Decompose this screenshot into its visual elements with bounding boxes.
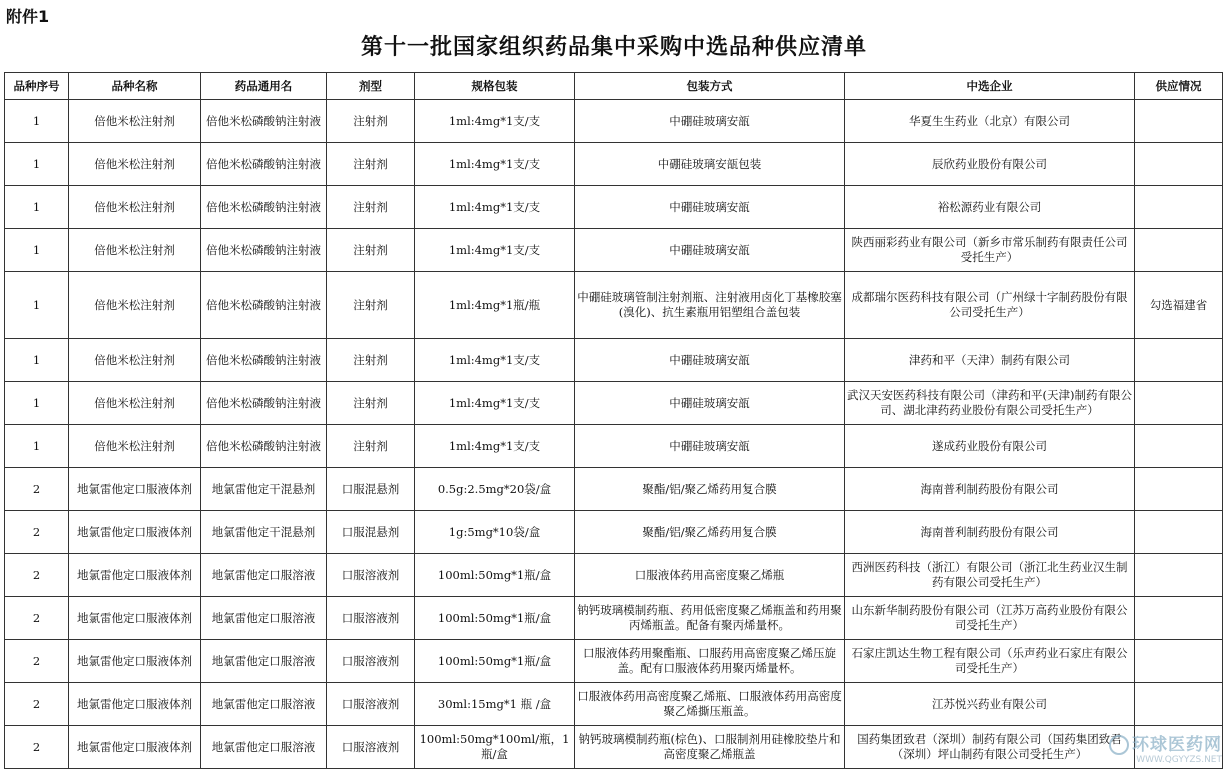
cell-seq: 2 <box>5 683 69 726</box>
cell-seq: 1 <box>5 382 69 425</box>
cell-company: 山东新华制药股份有限公司（江苏万高药业股份有限公司受托生产） <box>845 597 1135 640</box>
cell-packaging: 中硼硅玻璃安瓿 <box>575 229 845 272</box>
cell-spec: 1g:5mg*10袋/盒 <box>415 511 575 554</box>
cell-variety-name: 倍他米松注射剂 <box>69 143 201 186</box>
cell-variety-name: 地氯雷他定口服液体剂 <box>69 640 201 683</box>
cell-spec: 100ml:50mg*1瓶/盒 <box>415 554 575 597</box>
cell-dosage-form: 注射剂 <box>327 143 415 186</box>
cell-supply <box>1135 382 1223 425</box>
cell-company: 西洲医药科技（浙江）有限公司（浙江北生药业汉生制药有限公司受托生产） <box>845 554 1135 597</box>
cell-spec: 1ml:4mg*1瓶/瓶 <box>415 272 575 339</box>
cell-spec: 1ml:4mg*1支/支 <box>415 186 575 229</box>
cell-seq: 2 <box>5 726 69 769</box>
cell-spec: 100ml:50mg*1瓶/盒 <box>415 640 575 683</box>
column-header: 中选企业 <box>845 73 1135 100</box>
table-row <box>5 272 1223 339</box>
cell-seq: 1 <box>5 339 69 382</box>
cell-variety-name: 倍他米松注射剂 <box>69 425 201 468</box>
cell-company: 华夏生生药业（北京）有限公司 <box>845 100 1135 143</box>
cell-dosage-form: 注射剂 <box>327 100 415 143</box>
cell-company: 陕西丽彩药业有限公司（新乡市常乐制药有限责任公司受托生产） <box>845 229 1135 272</box>
cell-dosage-form: 注射剂 <box>327 339 415 382</box>
cell-variety-name: 地氯雷他定口服液体剂 <box>69 726 201 769</box>
cell-dosage-form: 口服溶液剂 <box>327 640 415 683</box>
cell-spec: 100ml:50mg*100ml/瓶，1瓶/盒 <box>415 726 575 769</box>
column-header: 品种名称 <box>69 73 201 100</box>
cell-variety-name: 地氯雷他定口服液体剂 <box>69 597 201 640</box>
column-header: 药品通用名 <box>201 73 327 100</box>
cell-generic-name: 倍他米松磷酸钠注射液 <box>201 425 327 468</box>
cell-packaging: 中硼硅玻璃安瓿 <box>575 382 845 425</box>
column-header: 规格包装 <box>415 73 575 100</box>
page-title: 第十一批国家组织药品集中采购中选品种供应清单 <box>360 34 867 60</box>
cell-generic-name: 倍他米松磷酸钠注射液 <box>201 143 327 186</box>
column-header: 供应情况 <box>1135 73 1223 100</box>
cell-dosage-form: 注射剂 <box>327 186 415 229</box>
table-body <box>5 100 1223 769</box>
cell-generic-name: 倍他米松磷酸钠注射液 <box>201 186 327 229</box>
cell-dosage-form: 口服溶液剂 <box>327 726 415 769</box>
cell-seq: 1 <box>5 100 69 143</box>
cell-company: 江苏悦兴药业有限公司 <box>845 683 1135 726</box>
cell-generic-name: 倍他米松磷酸钠注射液 <box>201 229 327 272</box>
cell-packaging: 中硼硅玻璃管制注射剂瓶、注射液用卤化丁基橡胶塞(溴化)、抗生素瓶用铝塑组合盖包装 <box>575 272 845 339</box>
cell-seq: 1 <box>5 186 69 229</box>
cell-generic-name: 地氯雷他定口服溶液 <box>201 726 327 769</box>
table-row <box>5 100 1223 143</box>
cell-variety-name: 地氯雷他定口服液体剂 <box>69 554 201 597</box>
cell-variety-name: 地氯雷他定口服液体剂 <box>69 683 201 726</box>
cell-supply: 勾选福建省 <box>1135 272 1223 339</box>
table-row <box>5 554 1223 597</box>
cell-company: 武汉天安医药科技有限公司（津药和平(天津)制药有限公司、湖北津药药业股份有限公司受托生产） <box>845 382 1135 425</box>
cell-packaging: 口服液体药用高密度聚乙烯瓶 <box>575 554 845 597</box>
cell-packaging: 聚酯/铝/聚乙烯药用复合膜 <box>575 511 845 554</box>
cell-supply <box>1135 186 1223 229</box>
cell-company: 国药集团致君（深圳）制药有限公司（国药集团致君（深圳）坪山制药有限公司受托生产） <box>845 726 1135 769</box>
cell-supply <box>1135 511 1223 554</box>
table-row <box>5 468 1223 511</box>
cell-packaging: 钠钙玻璃模制药瓶、药用低密度聚乙烯瓶盖和药用聚丙烯瓶盖。配备有聚丙烯量杯。 <box>575 597 845 640</box>
cell-spec: 1ml:4mg*1支/支 <box>415 143 575 186</box>
cell-seq: 1 <box>5 425 69 468</box>
cell-dosage-form: 口服溶液剂 <box>327 683 415 726</box>
cell-packaging: 口服液体药用高密度聚乙烯瓶、口服液体药用高密度聚乙烯撕压瓶盖。 <box>575 683 845 726</box>
cell-variety-name: 倍他米松注射剂 <box>69 382 201 425</box>
cell-generic-name: 倍他米松磷酸钠注射液 <box>201 339 327 382</box>
cell-dosage-form: 注射剂 <box>327 382 415 425</box>
column-header: 剂型 <box>327 73 415 100</box>
cell-dosage-form: 口服溶液剂 <box>327 554 415 597</box>
table-row <box>5 511 1223 554</box>
watermark-brand: 环球医药网 <box>1132 734 1222 755</box>
cell-dosage-form: 注射剂 <box>327 425 415 468</box>
cell-spec: 1ml:4mg*1支/支 <box>415 229 575 272</box>
cell-dosage-form: 口服混悬剂 <box>327 511 415 554</box>
cell-company: 辰欣药业股份有限公司 <box>845 143 1135 186</box>
cell-packaging: 中硼硅玻璃安瓿 <box>575 186 845 229</box>
cell-dosage-form: 注射剂 <box>327 272 415 339</box>
cell-seq: 2 <box>5 554 69 597</box>
globe-logo-icon <box>1109 735 1129 755</box>
table-header-row <box>5 73 1223 100</box>
cell-generic-name: 倍他米松磷酸钠注射液 <box>201 100 327 143</box>
cell-packaging: 中硼硅玻璃安瓿 <box>575 425 845 468</box>
cell-generic-name: 地氯雷他定口服溶液 <box>201 554 327 597</box>
cell-supply <box>1135 229 1223 272</box>
cell-supply <box>1135 597 1223 640</box>
cell-seq: 1 <box>5 229 69 272</box>
table-row <box>5 382 1223 425</box>
cell-supply <box>1135 339 1223 382</box>
cell-spec: 0.5g:2.5mg*20袋/盒 <box>415 468 575 511</box>
cell-seq: 2 <box>5 597 69 640</box>
cell-packaging: 中硼硅玻璃安瓿包装 <box>575 143 845 186</box>
table-row <box>5 143 1223 186</box>
cell-packaging: 钠钙玻璃模制药瓶(棕色)、口服制剂用硅橡胶垫片和高密度聚乙烯瓶盖 <box>575 726 845 769</box>
cell-spec: 30ml:15mg*1 瓶 /盒 <box>415 683 575 726</box>
cell-packaging: 中硼硅玻璃安瓿 <box>575 100 845 143</box>
cell-seq: 2 <box>5 511 69 554</box>
cell-variety-name: 地氯雷他定口服液体剂 <box>69 511 201 554</box>
cell-generic-name: 倍他米松磷酸钠注射液 <box>201 382 327 425</box>
table-row <box>5 726 1223 769</box>
cell-variety-name: 倍他米松注射剂 <box>69 229 201 272</box>
column-header: 品种序号 <box>5 73 69 100</box>
cell-supply <box>1135 640 1223 683</box>
cell-generic-name: 倍他米松磷酸钠注射液 <box>201 272 327 339</box>
cell-company: 海南普利制药股份有限公司 <box>845 468 1135 511</box>
cell-dosage-form: 注射剂 <box>327 229 415 272</box>
supply-table <box>4 72 1223 769</box>
cell-dosage-form: 口服混悬剂 <box>327 468 415 511</box>
cell-variety-name: 地氯雷他定口服液体剂 <box>69 468 201 511</box>
cell-spec: 1ml:4mg*1支/支 <box>415 339 575 382</box>
cell-packaging: 中硼硅玻璃安瓿 <box>575 339 845 382</box>
cell-seq: 1 <box>5 272 69 339</box>
cell-generic-name: 地氯雷他定口服溶液 <box>201 683 327 726</box>
table-row <box>5 186 1223 229</box>
cell-dosage-form: 口服溶液剂 <box>327 597 415 640</box>
table-row <box>5 597 1223 640</box>
table-row <box>5 229 1223 272</box>
cell-generic-name: 地氯雷他定口服溶液 <box>201 597 327 640</box>
cell-packaging: 口服液体药用聚酯瓶、口服药用高密度聚乙烯压旋盖。配有口服液体药用聚丙烯量杯。 <box>575 640 845 683</box>
cell-spec: 1ml:4mg*1支/支 <box>415 425 575 468</box>
cell-company: 津药和平（天津）制药有限公司 <box>845 339 1135 382</box>
cell-company: 石家庄凯达生物工程有限公司（乐声药业石家庄有限公司受托生产） <box>845 640 1135 683</box>
cell-variety-name: 倍他米松注射剂 <box>69 272 201 339</box>
cell-seq: 1 <box>5 143 69 186</box>
cell-variety-name: 倍他米松注射剂 <box>69 339 201 382</box>
cell-generic-name: 地氯雷他定干混悬剂 <box>201 511 327 554</box>
table-row <box>5 339 1223 382</box>
cell-company: 海南普利制药股份有限公司 <box>845 511 1135 554</box>
cell-seq: 2 <box>5 468 69 511</box>
cell-variety-name: 倍他米松注射剂 <box>69 100 201 143</box>
cell-spec: 1ml:4mg*1支/支 <box>415 100 575 143</box>
cell-supply <box>1135 425 1223 468</box>
cell-supply <box>1135 143 1223 186</box>
cell-spec: 1ml:4mg*1支/支 <box>415 382 575 425</box>
cell-spec: 100ml:50mg*1瓶/盒 <box>415 597 575 640</box>
cell-generic-name: 地氯雷他定口服溶液 <box>201 640 327 683</box>
table-row <box>5 640 1223 683</box>
cell-packaging: 聚酯/铝/聚乙烯药用复合膜 <box>575 468 845 511</box>
cell-company: 成都瑞尔医药科技有限公司（广州绿十字制药股份有限公司受托生产） <box>845 272 1135 339</box>
cell-variety-name: 倍他米松注射剂 <box>69 186 201 229</box>
cell-company: 遂成药业股份有限公司 <box>845 425 1135 468</box>
attachment-label: 附件1 <box>6 7 50 26</box>
cell-supply <box>1135 468 1223 511</box>
table-row <box>5 683 1223 726</box>
cell-supply <box>1135 683 1223 726</box>
cell-supply <box>1135 554 1223 597</box>
cell-company: 裕松源药业有限公司 <box>845 186 1135 229</box>
watermark <box>1109 730 1222 766</box>
cell-seq: 2 <box>5 640 69 683</box>
column-header: 包装方式 <box>575 73 845 100</box>
watermark-url: WWW.QGYYZS.NET <box>1136 755 1222 765</box>
cell-generic-name: 地氯雷他定干混悬剂 <box>201 468 327 511</box>
table-row <box>5 425 1223 468</box>
cell-supply <box>1135 100 1223 143</box>
